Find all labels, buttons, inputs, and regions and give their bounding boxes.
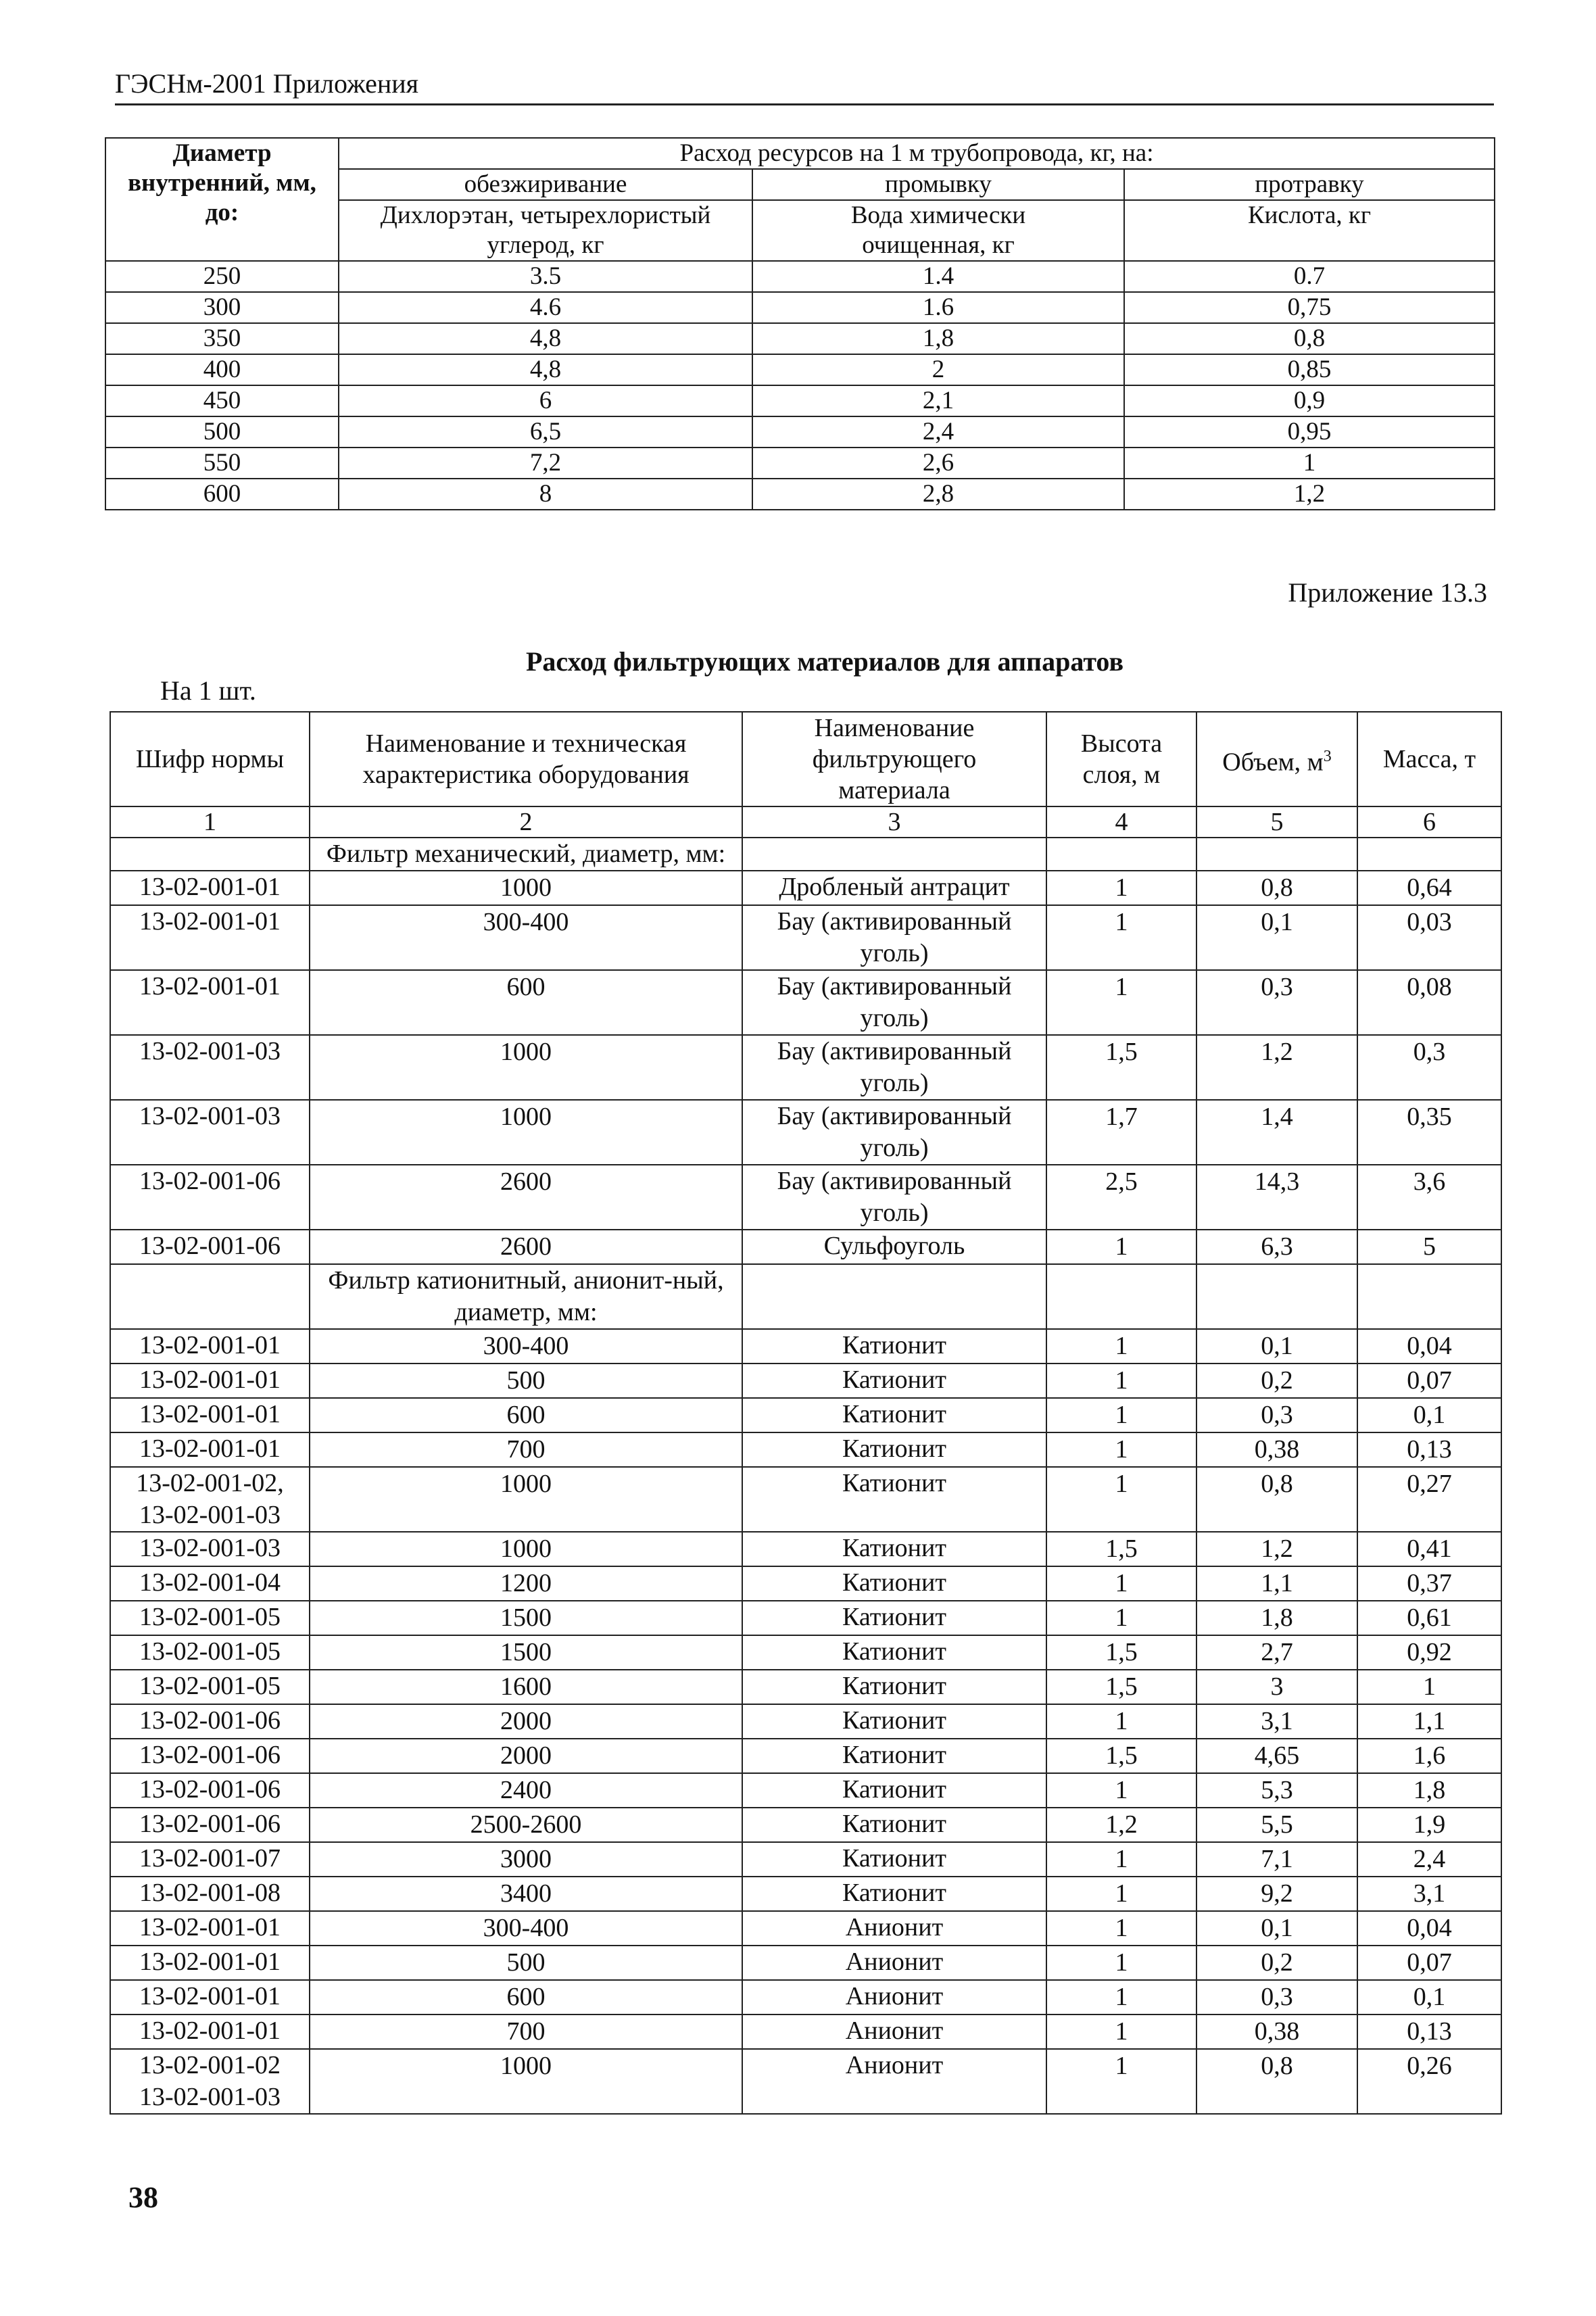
table-cell: 500 xyxy=(105,416,339,448)
equipment-cell: 1500 xyxy=(310,1635,742,1670)
material-cell: Катионит xyxy=(742,1842,1046,1877)
norm-code-cell: 13-02-001-02 13-02-001-03 xyxy=(110,2049,310,2114)
material-cell: Катионит xyxy=(742,1877,1046,1911)
table-cell: 2,4 xyxy=(752,416,1124,448)
table-row xyxy=(105,416,1495,448)
table-cell: 550 xyxy=(105,448,339,479)
header-resource-group: Расход ресурсов на 1 м трубопровода, кг, на: xyxy=(339,138,1495,169)
table-cell: 0,8 xyxy=(1124,323,1495,354)
mass-cell: 0,41 xyxy=(1357,1532,1501,1566)
volume-cell: 2,7 xyxy=(1196,1635,1357,1670)
volume-cell: 1,2 xyxy=(1196,1532,1357,1566)
volume-cell: 3,1 xyxy=(1196,1704,1357,1739)
header-volume xyxy=(1196,712,1357,806)
height-cell: 1 xyxy=(1046,1877,1196,1911)
norm-code-cell: 13-02-001-05 xyxy=(110,1635,310,1670)
height-cell: 1 xyxy=(1046,2049,1196,2114)
table-cell: 0,75 xyxy=(1124,292,1495,323)
mass-cell: 0,3 xyxy=(1357,1035,1501,1100)
mass-cell: 1,1 xyxy=(1357,1704,1501,1739)
group-label: Фильтр катионитный, анионит-ный, диаметр, мм: xyxy=(310,1264,742,1329)
norm-code-cell: 13-02-001-01 xyxy=(110,1364,310,1398)
volume-cell: 1,2 xyxy=(1196,1035,1357,1100)
table-row xyxy=(110,1808,1501,1842)
col-number: 4 xyxy=(1046,806,1196,838)
volume-cell: 7,1 xyxy=(1196,1842,1357,1877)
table-row xyxy=(105,479,1495,510)
table-row xyxy=(110,1911,1501,1946)
table-row xyxy=(105,323,1495,354)
volume-cell: 0,8 xyxy=(1196,1467,1357,1532)
table-cell: 3.5 xyxy=(339,261,752,292)
table-cell: 4,8 xyxy=(339,323,752,354)
table-cell: 1,8 xyxy=(752,323,1124,354)
equipment-cell: 2400 xyxy=(310,1773,742,1808)
equipment-cell: 1000 xyxy=(310,1035,742,1100)
material-cell: Анионит xyxy=(742,1980,1046,2015)
table-row xyxy=(110,1467,1501,1532)
equipment-cell: 300-400 xyxy=(310,905,742,970)
filter-materials-table xyxy=(110,711,1502,2115)
norm-code-cell: 13-02-001-06 xyxy=(110,1165,310,1230)
mass-cell: 2,4 xyxy=(1357,1842,1501,1877)
height-cell: 1 xyxy=(1046,1704,1196,1739)
table-row xyxy=(110,1773,1501,1808)
table-row xyxy=(110,1739,1501,1773)
table-cell: 450 xyxy=(105,385,339,416)
table-row xyxy=(110,905,1501,970)
volume-cell: 0,3 xyxy=(1196,1980,1357,2015)
height-cell: 1 xyxy=(1046,905,1196,970)
equipment-cell: 1500 xyxy=(310,1601,742,1635)
norm-code-cell: 13-02-001-06 xyxy=(110,1230,310,1264)
table-cell: 1 xyxy=(1124,448,1495,479)
empty-cell xyxy=(1357,838,1501,871)
table-cell: 1,2 xyxy=(1124,479,1495,510)
height-cell: 1 xyxy=(1046,1980,1196,2015)
mass-cell: 0,1 xyxy=(1357,1398,1501,1432)
volume-cell: 1,8 xyxy=(1196,1601,1357,1635)
volume-cell: 0,38 xyxy=(1196,1432,1357,1467)
table-cell: 0,85 xyxy=(1124,354,1495,385)
table-row xyxy=(110,1532,1501,1566)
table-row xyxy=(110,1601,1501,1635)
mass-cell: 0,08 xyxy=(1357,970,1501,1035)
material-cell: Бау (активированный уголь) xyxy=(742,1165,1046,1230)
group-label: Фильтр механический, диаметр, мм: xyxy=(310,838,742,871)
empty-cell xyxy=(1196,838,1357,871)
norm-code-cell: 13-02-001-03 xyxy=(110,1532,310,1566)
mass-cell: 0,61 xyxy=(1357,1601,1501,1635)
norm-code-cell: 13-02-001-08 xyxy=(110,1877,310,1911)
height-cell: 1 xyxy=(1046,871,1196,905)
header-volume-sup: 3 xyxy=(1323,747,1332,765)
table-row xyxy=(110,1670,1501,1704)
unit-label: На 1 шт. xyxy=(160,675,256,706)
table-row xyxy=(110,2049,1501,2114)
empty-cell xyxy=(1357,1264,1501,1329)
mass-cell: 1,6 xyxy=(1357,1739,1501,1773)
table-row xyxy=(110,1432,1501,1467)
table-row xyxy=(105,385,1495,416)
equipment-cell: 1000 xyxy=(310,1100,742,1165)
table-cell: 1.4 xyxy=(752,261,1124,292)
mass-cell: 0,07 xyxy=(1357,1364,1501,1398)
norm-code-cell: 13-02-001-01 xyxy=(110,2015,310,2049)
material-cell: Катионит xyxy=(742,1467,1046,1532)
table-row xyxy=(105,292,1495,323)
height-cell: 1 xyxy=(1046,1601,1196,1635)
height-cell: 1 xyxy=(1046,970,1196,1035)
table-row xyxy=(105,354,1495,385)
height-cell: 1 xyxy=(1046,1773,1196,1808)
volume-cell: 4,65 xyxy=(1196,1739,1357,1773)
norm-code-cell: 13-02-001-06 xyxy=(110,1808,310,1842)
norm-code-cell: 13-02-001-01 xyxy=(110,1329,310,1364)
volume-cell: 0,1 xyxy=(1196,1329,1357,1364)
table-row xyxy=(110,1230,1501,1264)
col-number: 6 xyxy=(1357,806,1501,838)
col-number: 3 xyxy=(742,806,1046,838)
volume-cell: 0,8 xyxy=(1196,871,1357,905)
table-row xyxy=(110,1980,1501,2015)
volume-cell: 0,1 xyxy=(1196,1911,1357,1946)
table-cell: 0,9 xyxy=(1124,385,1495,416)
equipment-cell: 500 xyxy=(310,1364,742,1398)
table-cell: 350 xyxy=(105,323,339,354)
height-cell: 1,2 xyxy=(1046,1808,1196,1842)
volume-cell: 0,8 xyxy=(1196,2049,1357,2114)
material-cell: Сульфоуголь xyxy=(742,1230,1046,1264)
equipment-cell: 3400 xyxy=(310,1877,742,1911)
header-layer-height: Высота слоя, м xyxy=(1046,712,1196,806)
mass-cell: 0,03 xyxy=(1357,905,1501,970)
height-cell: 1,5 xyxy=(1046,1035,1196,1100)
mass-cell: 3,1 xyxy=(1357,1877,1501,1911)
table-row xyxy=(110,1035,1501,1100)
material-cell: Анионит xyxy=(742,1946,1046,1980)
equipment-cell: 1600 xyxy=(310,1670,742,1704)
material-cell: Катионит xyxy=(742,1364,1046,1398)
height-cell: 1 xyxy=(1046,1946,1196,1980)
equipment-cell: 1000 xyxy=(310,871,742,905)
equipment-cell: 600 xyxy=(310,1980,742,2015)
norm-code-cell: 13-02-001-05 xyxy=(110,1601,310,1635)
table-cell: 6 xyxy=(339,385,752,416)
table-title: Расход фильтрующих материалов для аппаратов xyxy=(525,646,1124,677)
material-cell: Катионит xyxy=(742,1704,1046,1739)
equipment-cell: 300-400 xyxy=(310,1329,742,1364)
material-cell: Катионит xyxy=(742,1670,1046,1704)
volume-cell: 0,3 xyxy=(1196,1398,1357,1432)
equipment-cell: 2600 xyxy=(310,1230,742,1264)
mass-cell: 0,27 xyxy=(1357,1467,1501,1532)
mass-cell: 0,13 xyxy=(1357,1432,1501,1467)
equipment-cell: 1000 xyxy=(310,1532,742,1566)
table-cell: 0.7 xyxy=(1124,261,1495,292)
norm-code-cell: 13-02-001-01 xyxy=(110,905,310,970)
table-row xyxy=(110,871,1501,905)
table-row xyxy=(110,1842,1501,1877)
table-row xyxy=(110,1946,1501,1980)
norm-code-cell: 13-02-001-06 xyxy=(110,1739,310,1773)
header-material-acid: Кислота, кг xyxy=(1124,200,1495,261)
mass-cell: 0,04 xyxy=(1357,1911,1501,1946)
empty-cell xyxy=(1046,1264,1196,1329)
header-norm-code: Шифр нормы xyxy=(110,712,310,806)
material-cell: Катионит xyxy=(742,1739,1046,1773)
norm-code-cell: 13-02-001-07 xyxy=(110,1842,310,1877)
table-row xyxy=(110,1398,1501,1432)
material-cell: Катионит xyxy=(742,1808,1046,1842)
table-cell: 2,6 xyxy=(752,448,1124,479)
table-cell: 8 xyxy=(339,479,752,510)
volume-cell: 5,5 xyxy=(1196,1808,1357,1842)
appendix-label: Приложение 13.3 xyxy=(1288,577,1487,608)
mass-cell: 0,37 xyxy=(1357,1566,1501,1601)
height-cell: 2,5 xyxy=(1046,1165,1196,1230)
norm-code-cell: 13-02-001-01 xyxy=(110,1398,310,1432)
equipment-cell: 2600 xyxy=(310,1165,742,1230)
norm-code-cell: 13-02-001-01 xyxy=(110,1432,310,1467)
mass-cell: 0,1 xyxy=(1357,1980,1501,2015)
header-mass: Масса, т xyxy=(1357,712,1501,806)
table-cell: 4,8 xyxy=(339,354,752,385)
norm-code-cell: 13-02-001-01 xyxy=(110,970,310,1035)
header-volume-label: Объем, м xyxy=(1222,748,1324,777)
resource-consumption-table xyxy=(105,137,1495,510)
mass-cell: 0,04 xyxy=(1357,1329,1501,1364)
mass-cell: 1,8 xyxy=(1357,1773,1501,1808)
table-row xyxy=(110,2015,1501,2049)
table-row xyxy=(110,1635,1501,1670)
mass-cell: 5 xyxy=(1357,1230,1501,1264)
table-row xyxy=(110,1100,1501,1165)
material-cell: Бау (активированный уголь) xyxy=(742,1100,1046,1165)
volume-cell: 0,2 xyxy=(1196,1364,1357,1398)
empty-cell xyxy=(742,838,1046,871)
table-row xyxy=(105,261,1495,292)
header-equipment: Наименование и техническая характеристика оборудования xyxy=(310,712,742,806)
mass-cell: 1,9 xyxy=(1357,1808,1501,1842)
table-cell: 2 xyxy=(752,354,1124,385)
equipment-cell: 600 xyxy=(310,1398,742,1432)
header-material-solvent: Дихлорэтан, четырехлористый углерод, кг xyxy=(339,200,752,261)
height-cell: 1 xyxy=(1046,1398,1196,1432)
table-row xyxy=(110,1329,1501,1364)
col-number: 2 xyxy=(310,806,742,838)
volume-cell: 1,4 xyxy=(1196,1100,1357,1165)
height-cell: 1 xyxy=(1046,1329,1196,1364)
norm-code-cell: 13-02-001-01 xyxy=(110,1946,310,1980)
table-row xyxy=(110,1566,1501,1601)
material-cell: Катионит xyxy=(742,1329,1046,1364)
norm-code-cell: 13-02-001-04 xyxy=(110,1566,310,1601)
mass-cell: 0,64 xyxy=(1357,871,1501,905)
height-cell: 1 xyxy=(1046,1230,1196,1264)
table-cell: 6,5 xyxy=(339,416,752,448)
volume-cell: 0,1 xyxy=(1196,905,1357,970)
material-cell: Анионит xyxy=(742,2049,1046,2114)
volume-cell: 6,3 xyxy=(1196,1230,1357,1264)
mass-cell: 0,35 xyxy=(1357,1100,1501,1165)
header-diameter: Диаметр внутренний, мм, до: xyxy=(105,138,339,261)
norm-code-cell: 13-02-001-01 xyxy=(110,871,310,905)
height-cell: 1 xyxy=(1046,1911,1196,1946)
empty-cell xyxy=(1046,838,1196,871)
group-header-row xyxy=(110,1264,1501,1329)
empty-cell xyxy=(1196,1264,1357,1329)
material-cell: Катионит xyxy=(742,1601,1046,1635)
norm-code-cell: 13-02-001-06 xyxy=(110,1704,310,1739)
material-cell: Бау (активированный уголь) xyxy=(742,905,1046,970)
table-row xyxy=(110,1704,1501,1739)
height-cell: 1,5 xyxy=(1046,1532,1196,1566)
volume-cell: 0,38 xyxy=(1196,2015,1357,2049)
volume-cell: 1,1 xyxy=(1196,1566,1357,1601)
group-header-row xyxy=(110,838,1501,871)
material-cell: Катионит xyxy=(742,1566,1046,1601)
table-row xyxy=(110,1364,1501,1398)
running-header: ГЭСНм-2001 Приложения xyxy=(115,68,1494,105)
norm-code-cell: 13-02-001-05 xyxy=(110,1670,310,1704)
material-cell: Катионит xyxy=(742,1773,1046,1808)
mass-cell: 0,13 xyxy=(1357,2015,1501,2049)
empty-cell xyxy=(742,1264,1046,1329)
header-filter-material: Наименование фильтрующего материала xyxy=(742,712,1046,806)
table-cell: 4.6 xyxy=(339,292,752,323)
equipment-cell: 500 xyxy=(310,1946,742,1980)
mass-cell: 0,26 xyxy=(1357,2049,1501,2114)
material-cell: Бау (активированный уголь) xyxy=(742,1035,1046,1100)
material-cell: Катионит xyxy=(742,1398,1046,1432)
height-cell: 1 xyxy=(1046,1467,1196,1532)
equipment-cell: 700 xyxy=(310,1432,742,1467)
volume-cell: 3 xyxy=(1196,1670,1357,1704)
equipment-cell: 700 xyxy=(310,2015,742,2049)
height-cell: 1 xyxy=(1046,2015,1196,2049)
material-cell: Катионит xyxy=(742,1532,1046,1566)
mass-cell: 0,07 xyxy=(1357,1946,1501,1980)
norm-code-cell: 13-02-001-01 xyxy=(110,1911,310,1946)
col-number: 1 xyxy=(110,806,310,838)
column-number-row xyxy=(110,806,1501,838)
table-cell: 2,8 xyxy=(752,479,1124,510)
equipment-cell: 3000 xyxy=(310,1842,742,1877)
header-material-water: Вода химически очищенная, кг xyxy=(752,200,1124,261)
norm-code-cell: 13-02-001-03 xyxy=(110,1035,310,1100)
mass-cell: 3,6 xyxy=(1357,1165,1501,1230)
equipment-cell: 1000 xyxy=(310,1467,742,1532)
header-pickling: протравку xyxy=(1124,169,1495,200)
table-cell: 400 xyxy=(105,354,339,385)
header-degreasing: обезжиривание xyxy=(339,169,752,200)
material-cell: Катионит xyxy=(742,1432,1046,1467)
col-number: 5 xyxy=(1196,806,1357,838)
equipment-cell: 1200 xyxy=(310,1566,742,1601)
table-cell: 1.6 xyxy=(752,292,1124,323)
material-cell: Бау (активированный уголь) xyxy=(742,970,1046,1035)
material-cell: Анионит xyxy=(742,2015,1046,2049)
equipment-cell: 600 xyxy=(310,970,742,1035)
table-cell: 2,1 xyxy=(752,385,1124,416)
table-cell: 7,2 xyxy=(339,448,752,479)
height-cell: 1 xyxy=(1046,1842,1196,1877)
mass-cell: 0,92 xyxy=(1357,1635,1501,1670)
table-cell: 300 xyxy=(105,292,339,323)
norm-code-cell: 13-02-001-02, 13-02-001-03 xyxy=(110,1467,310,1532)
volume-cell: 0,3 xyxy=(1196,970,1357,1035)
table-row xyxy=(105,448,1495,479)
height-cell: 1,5 xyxy=(1046,1635,1196,1670)
volume-cell: 5,3 xyxy=(1196,1773,1357,1808)
material-cell: Анионит xyxy=(742,1911,1046,1946)
mass-cell: 1 xyxy=(1357,1670,1501,1704)
empty-cell xyxy=(110,1264,310,1329)
volume-cell: 14,3 xyxy=(1196,1165,1357,1230)
material-cell: Катионит xyxy=(742,1635,1046,1670)
header-flushing: промывку xyxy=(752,169,1124,200)
page-number: 38 xyxy=(128,2181,158,2214)
equipment-cell: 2000 xyxy=(310,1704,742,1739)
height-cell: 1 xyxy=(1046,1432,1196,1467)
norm-code-cell: 13-02-001-06 xyxy=(110,1773,310,1808)
volume-cell: 0,2 xyxy=(1196,1946,1357,1980)
equipment-cell: 2500-2600 xyxy=(310,1808,742,1842)
equipment-cell: 2000 xyxy=(310,1739,742,1773)
equipment-cell: 300-400 xyxy=(310,1911,742,1946)
table-cell: 0,95 xyxy=(1124,416,1495,448)
height-cell: 1 xyxy=(1046,1364,1196,1398)
height-cell: 1,5 xyxy=(1046,1670,1196,1704)
material-cell: Дробленый антрацит xyxy=(742,871,1046,905)
volume-cell: 9,2 xyxy=(1196,1877,1357,1911)
norm-code-cell: 13-02-001-03 xyxy=(110,1100,310,1165)
table-cell: 600 xyxy=(105,479,339,510)
table-cell: 250 xyxy=(105,261,339,292)
height-cell: 1,7 xyxy=(1046,1100,1196,1165)
height-cell: 1 xyxy=(1046,1566,1196,1601)
empty-cell xyxy=(110,838,310,871)
norm-code-cell: 13-02-001-01 xyxy=(110,1980,310,2015)
table-row xyxy=(110,1165,1501,1230)
height-cell: 1,5 xyxy=(1046,1739,1196,1773)
table-row xyxy=(110,1877,1501,1911)
equipment-cell: 1000 xyxy=(310,2049,742,2114)
table-row xyxy=(110,970,1501,1035)
